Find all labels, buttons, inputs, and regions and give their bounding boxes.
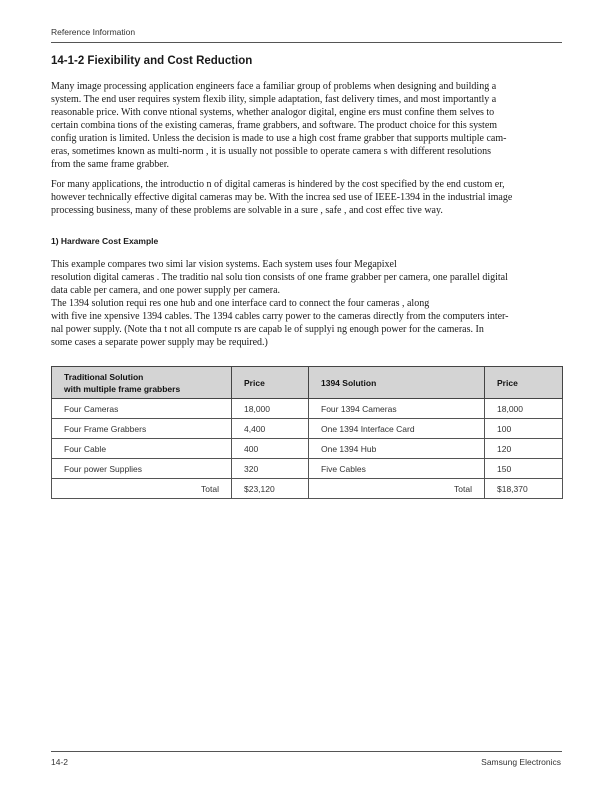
header-price-traditional: Price: [232, 367, 309, 399]
solution-1394-total-label: Total: [309, 479, 485, 499]
solution-1394-price: 120: [485, 439, 563, 459]
table-row: [52, 399, 563, 419]
intro-paragraph-2: For many applications, the introductio n of digital cameras is hindered by the cost specified by the end custom er, however technically effective digital cameras may be. With the increa sed use of IEEE-1394 in the industrial image processing business, many of these problems are solvable in a sure , safe , and cost effec tive way.: [51, 179, 513, 216]
header-traditional-line2: with multiple frame grabbers: [64, 383, 181, 394]
footer-publisher: Samsung Electronics: [481, 757, 561, 767]
section-title: 14-1-2 Fiexibility and Cost Reduction: [51, 55, 253, 67]
solution-1394-total-value: $18,370: [485, 479, 563, 499]
traditional-item: Four Cameras: [52, 399, 232, 419]
solution-1394-price: 18,000: [485, 399, 563, 419]
footer-rule: [51, 751, 562, 752]
cost-example-paragraph: This example compares two simi lar vision systems. Each system uses four Megapixel resolution digital cameras . The traditio nal solu tion consists of one frame grabber per camera, one parallel digital data cable per camera, and one power supply per camera. The 1394 solution requi res one hub and one interface card to connect the four cameras , along with five ine xpensive 1394 cables. The 1394 cables carry power to the cameras directly from the computers inter- nal power supply. (Note tha t not all compute rs are capab le of supplyi ng enough power for the cameras. In some cases a separate power supply may be required.): [51, 259, 509, 348]
traditional-total-label: Total: [52, 479, 232, 499]
running-head: Reference Information: [51, 27, 136, 37]
table-header-row: [52, 367, 563, 399]
traditional-price: 320: [232, 459, 309, 479]
subsection-title: 1) Hardware Cost Example: [51, 236, 159, 246]
solution-1394-item: Four 1394 Cameras: [309, 399, 485, 419]
table-row: [52, 439, 563, 459]
traditional-total-value: $23,120: [232, 479, 309, 499]
table-row: [52, 459, 563, 479]
table-total-row: [52, 479, 563, 499]
solution-1394-price: 150: [485, 459, 563, 479]
traditional-price: 400: [232, 439, 309, 459]
header-traditional-line1: Traditional Solution: [64, 371, 144, 382]
solution-1394-price: 100: [485, 419, 563, 439]
table-row: [52, 419, 563, 439]
intro-paragraph-1: Many image processing application engineers face a familiar group of problems when designing and building a system. The end user requires system flexib ility, simple adaptation, fast delivery times, and most importantly a reasonable price. With conve ntional systems, whether analogor digital, engine ers must confine them selves to certain combina tions of the existing cameras, frame grabbers, and software. The product choice for this system config uration is limited. Unless the decision is made to use a high cost frame grabber that supports multiple cam- eras, sometimes known as multi-norm , it is usually not possible to operate camera s with different resolutions from the same frame grabber.: [51, 81, 507, 170]
solution-1394-item: One 1394 Interface Card: [309, 419, 485, 439]
traditional-item: Four power Supplies: [52, 459, 232, 479]
traditional-item: Four Cable: [52, 439, 232, 459]
cost-comparison-table: [51, 366, 563, 499]
solution-1394-item: Five Cables: [309, 459, 485, 479]
traditional-price: 4,400: [232, 419, 309, 439]
traditional-price: 18,000: [232, 399, 309, 419]
solution-1394-item: One 1394 Hub: [309, 439, 485, 459]
header-rule: [51, 42, 562, 43]
header-traditional-solution: [52, 367, 232, 399]
header-1394-solution: 1394 Solution: [309, 367, 485, 399]
header-price-1394: Price: [485, 367, 563, 399]
traditional-item: Four Frame Grabbers: [52, 419, 232, 439]
page-number: 14-2: [51, 757, 69, 767]
